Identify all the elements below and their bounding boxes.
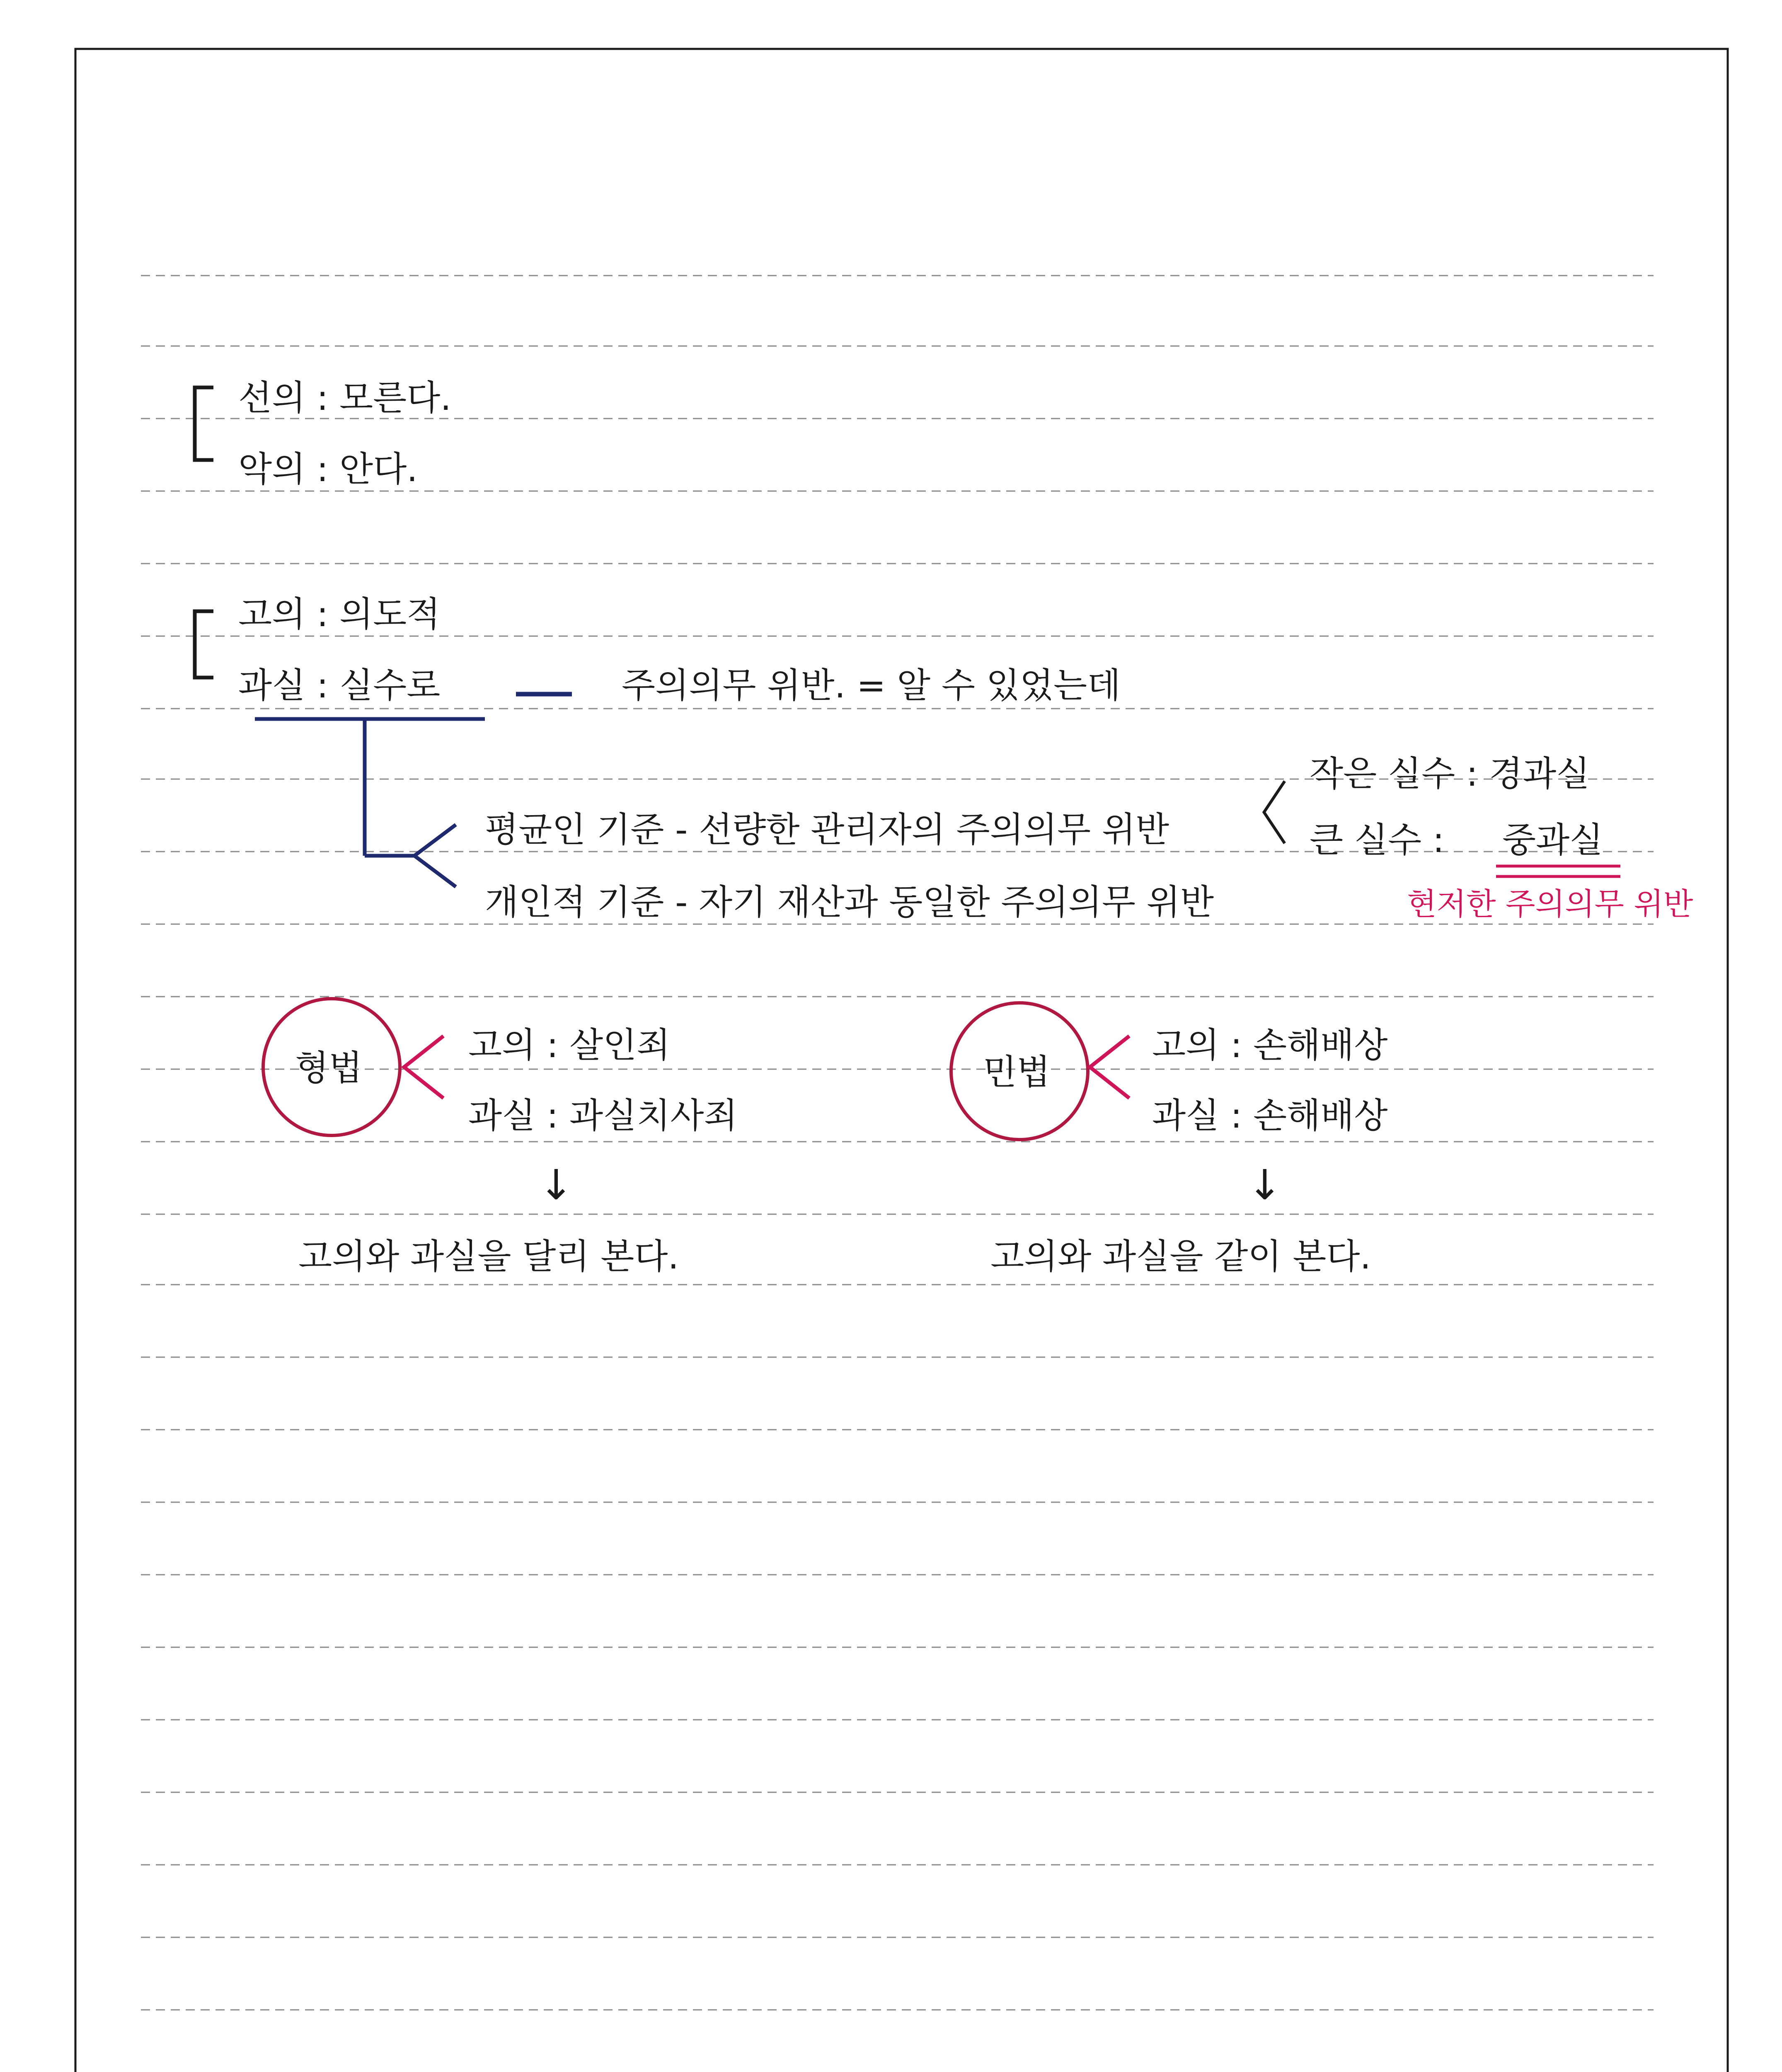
concrete-standard: 개인적 기준 - 자기 재산과 동일한 주의의무 위반: [485, 882, 1214, 922]
navy-branch-tree: [255, 719, 485, 887]
intent-line: 고의 : 의도적: [238, 594, 441, 634]
civil-intent: 고의 : 손해배상: [1152, 1025, 1388, 1065]
ruled-lines: [141, 276, 1654, 2072]
civil-law-label: 민법: [983, 1052, 1051, 1092]
bad-faith-line: 악의 : 안다.: [238, 449, 418, 489]
criminal-arrow: ↓: [539, 1161, 574, 1209]
abstract-standard: 평균인 기준 - 선량한 관리자의 주의의무 위반: [485, 809, 1169, 850]
gross-negligence-note: 현저한 주의의무 위반: [1407, 886, 1693, 922]
angle-bracket-mistakes: [1264, 781, 1285, 843]
civil-arrow: ↓: [1247, 1161, 1282, 1209]
civil-law-branch: [1090, 1036, 1129, 1098]
civil-negligence: 과실 : 손해배상: [1152, 1095, 1388, 1136]
bracket-intent-negligence: [195, 611, 213, 678]
minor-mistake: 작은 실수 : 경과실: [1310, 753, 1590, 794]
pink-double-underline: [1496, 866, 1620, 876]
bracket-good-bad-faith: [195, 387, 213, 460]
civil-conclusion: 고의와 과실을 같이 본다.: [990, 1236, 1371, 1277]
criminal-intent: 고의 : 살인죄: [468, 1025, 671, 1065]
major-mistake-term: 중과실: [1502, 820, 1603, 860]
major-mistake-prefix: 큰 실수 :: [1310, 820, 1445, 860]
criminal-negligence: 과실 : 과실치사죄: [468, 1095, 738, 1136]
negligence-definition: 주의의무 위반. = 알 수 있었는데: [622, 665, 1121, 706]
good-faith-line: 선의 : 모른다.: [238, 378, 452, 418]
criminal-law-branch: [404, 1036, 443, 1098]
negligence-line: 과실 : 실수로: [238, 665, 441, 706]
criminal-law-label: 형법: [295, 1048, 363, 1088]
criminal-conclusion: 고의와 과실을 달리 본다.: [298, 1236, 679, 1277]
